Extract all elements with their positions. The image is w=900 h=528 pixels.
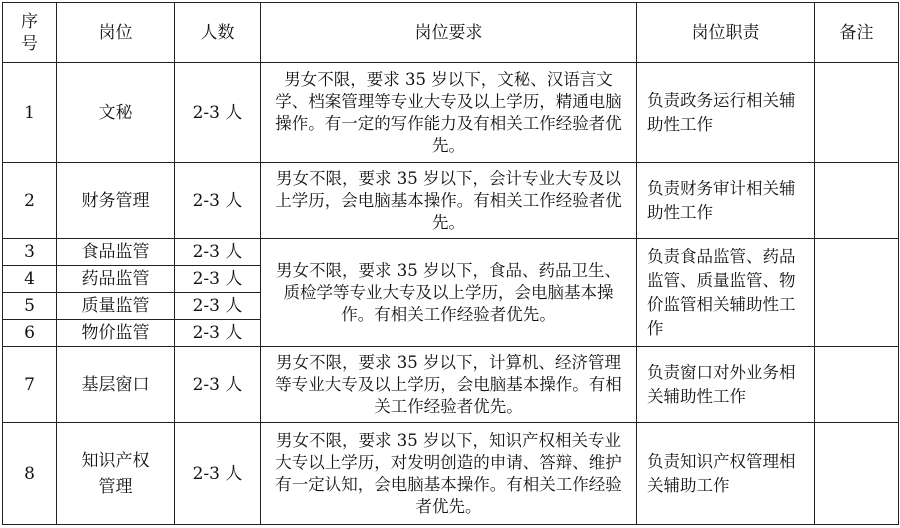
row-position: 财务管理 xyxy=(57,163,175,239)
row-note xyxy=(815,347,899,423)
header-seq: 序号 xyxy=(3,3,57,63)
row-seq: 1 xyxy=(3,63,57,163)
table-row xyxy=(3,423,899,525)
row-requirement: 男女不限，要求 35 岁以下，知识产权相关专业大专以上学历，对发明创造的申请、答辩、维护有一定认知，会电脑基本操作。有相关工作经验者优先。 xyxy=(261,423,637,525)
row-note xyxy=(815,163,899,239)
row-seq: 6 xyxy=(3,320,57,347)
row-requirement: 男女不限，要求 35 岁以下，文秘、汉语言文学、档案管理等专业大专及以上学历，精通电脑操作。有一定的写作能力及有相关工作经验者优先。 xyxy=(261,63,637,163)
row-duty: 负责财务审计相关辅助性工作 xyxy=(637,163,815,239)
row-duty: 负责政务运行相关辅助性工作 xyxy=(637,63,815,163)
row-position: 物价监管 xyxy=(57,320,175,347)
row-note xyxy=(815,63,899,163)
table-row xyxy=(3,63,899,163)
row-duty: 负责知识产权管理相关辅助工作 xyxy=(637,423,815,525)
row-requirement: 男女不限，要求 35 岁以下，计算机、经济管理等专业大专及以上学历，会电脑基本操作。有相关工作经验者优先。 xyxy=(261,347,637,423)
merged-note xyxy=(815,239,899,347)
row-seq: 7 xyxy=(3,347,57,423)
row-count: 2-3 人 xyxy=(175,266,261,293)
row-count: 2-3 人 xyxy=(175,320,261,347)
row-requirement: 男女不限，要求 35 岁以下，会计专业大专及以上学历，会电脑基本操作。有相关工作经验者优先。 xyxy=(261,163,637,239)
table-row xyxy=(3,239,899,266)
job-positions-table xyxy=(2,2,899,525)
header-duty: 岗位职责 xyxy=(637,3,815,63)
job-table-container xyxy=(2,2,899,525)
row-seq: 8 xyxy=(3,423,57,525)
row-position: 知识产权管理 xyxy=(57,423,175,525)
row-note xyxy=(815,423,899,525)
header-requirement: 岗位要求 xyxy=(261,3,637,63)
row-count: 2-3 人 xyxy=(175,293,261,320)
row-seq: 2 xyxy=(3,163,57,239)
row-position: 文秘 xyxy=(57,63,175,163)
header-position: 岗位 xyxy=(57,3,175,63)
header-row xyxy=(3,3,899,63)
merged-requirement: 男女不限，要求 35 岁以下，食品、药品卫生、质检学等专业大专及以上学历，会电脑基本操作。有相关工作经验者优先。 xyxy=(261,239,637,347)
table-row xyxy=(3,347,899,423)
row-count: 2-3 人 xyxy=(175,63,261,163)
row-count: 2-3 人 xyxy=(175,239,261,266)
row-seq: 5 xyxy=(3,293,57,320)
row-count: 2-3 人 xyxy=(175,347,261,423)
row-count: 2-3 人 xyxy=(175,423,261,525)
row-position: 基层窗口 xyxy=(57,347,175,423)
row-position: 药品监管 xyxy=(57,266,175,293)
row-position: 食品监管 xyxy=(57,239,175,266)
header-note: 备注 xyxy=(815,3,899,63)
row-position: 质量监管 xyxy=(57,293,175,320)
row-count: 2-3 人 xyxy=(175,163,261,239)
merged-duty: 负责食品监管、药品监管、质量监管、物价监管相关辅助性工作 xyxy=(637,239,815,347)
header-count: 人数 xyxy=(175,3,261,63)
row-seq: 3 xyxy=(3,239,57,266)
table-row xyxy=(3,163,899,239)
row-seq: 4 xyxy=(3,266,57,293)
row-duty: 负责窗口对外业务相关辅助性工作 xyxy=(637,347,815,423)
